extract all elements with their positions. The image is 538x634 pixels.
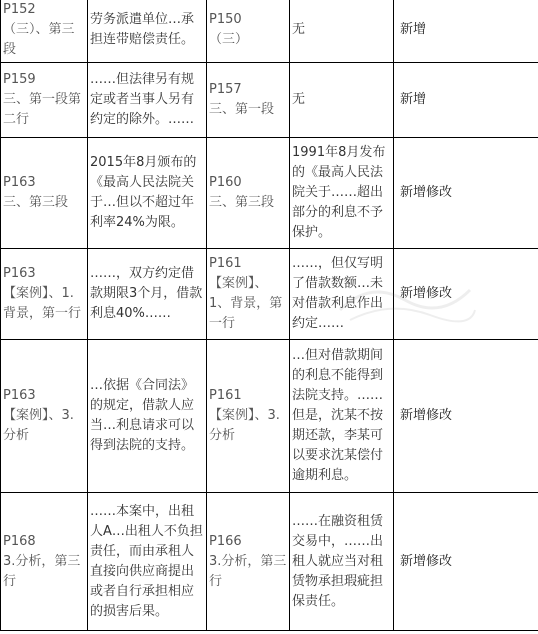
new-text-cell: ……在融资租赁交易中，……出租人就应当对租赁物承担瑕疵担保责任。 [290, 493, 394, 631]
status-cell: 新增修改 [394, 493, 538, 631]
old-page-cell: P163 【案例】、3.分析 [1, 340, 88, 493]
old-text-cell: 劳务派遣单位…承担连带赔偿责任。 [88, 0, 207, 63]
new-page-cell: P161 【案例】、1、背景，第一行 [207, 249, 290, 340]
new-text-cell: 1991年8月发布的《最高人民法院关于……超出部分的利息不予保护。 [290, 138, 394, 249]
status-cell: 新增 [394, 0, 538, 63]
new-page-cell: P166 3.分析，第三行 [207, 493, 290, 631]
new-text-cell: 无 [290, 0, 394, 63]
table-row [1, 63, 538, 138]
old-text-cell: …依据《合同法》的规定，借款人应当…利息请求可以得到法院的支持。 [88, 340, 207, 493]
old-text-cell: 2015年8月颁布的《最高人民法院关于…但以不超过年利率24%为限。 [88, 138, 207, 249]
new-page-cell: P160 三、第三段 [207, 138, 290, 249]
old-page-cell: P152 （三）、第三段 [1, 0, 88, 63]
new-page-cell: P150 （三） [207, 0, 290, 63]
new-page-cell: P161 【案例】、3.分析 [207, 340, 290, 493]
old-page-cell: P163 三、第三段 [1, 138, 88, 249]
status-cell: 新增修改 [394, 138, 538, 249]
table-row [1, 0, 538, 63]
old-page-cell: P163 【案例】、1.背景，第一行 [1, 249, 88, 340]
table-row [1, 493, 538, 631]
table-row [1, 340, 538, 493]
old-page-cell: P159 三、第一段第二行 [1, 63, 88, 138]
old-text-cell: ……本案中，出租人A…出租人不负担责任，而由承租人直接向供应商提出或者自行承担相应的损害后果。 [88, 493, 207, 631]
old-text-cell: ……，双方约定借款期限3个月，借款利息40%…… [88, 249, 207, 340]
table-row [1, 249, 538, 340]
status-cell: 新增修改 [394, 249, 538, 340]
old-page-cell: P168 3.分析，第三行 [1, 493, 88, 631]
new-text-cell: …但对借款期间的利息不能得到法院支持。……但是，沈某不按期还款，李某可以要求沈某偿付逾期利息。 [290, 340, 394, 493]
new-page-cell: P157 三、第一段 [207, 63, 290, 138]
old-text-cell: ……但法律另有规定或者当事人另有约定的除外。…… [88, 63, 207, 138]
table-row [1, 138, 538, 249]
status-cell: 新增修改 [394, 340, 538, 493]
status-cell: 新增 [394, 63, 538, 138]
new-text-cell: 无 [290, 63, 394, 138]
new-text-cell: ……，但仅写明了借款数额…未对借款利息作出约定…… [290, 249, 394, 340]
